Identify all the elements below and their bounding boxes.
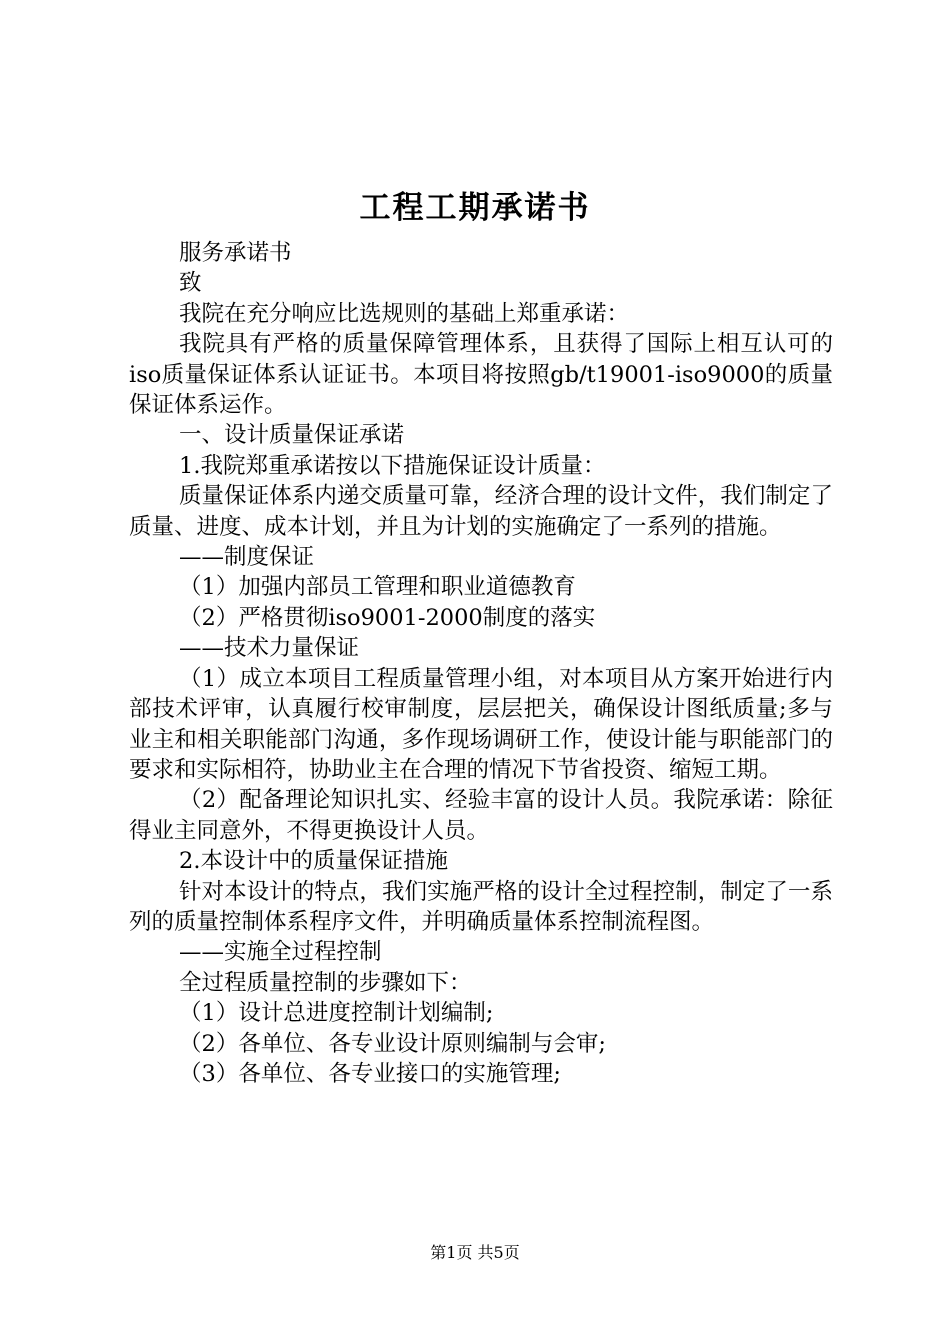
list-item: （1）成立本项目工程质量管理小组，对本项目从方案开始进行内部技术评审，认真履行校审制度，层层把关，确保设计图纸质量;多与业主和相关职能部门沟通，多作现场调研工作，使设计能与职能部门的要求和实际相符，协助业主在合理的情况下节省投资、缩短工期。 — [129, 665, 833, 783]
paragraph-heading-service: 服务承诺书 — [179, 240, 292, 266]
section-heading-1: 一、设计质量保证承诺 — [179, 422, 405, 449]
subsection-heading-2: 2.本设计中的质量保证措施 — [179, 848, 448, 875]
list-item: （2）严格贯彻iso9001-2000制度的落实 — [179, 604, 596, 631]
paragraph-to: 致 — [179, 270, 202, 297]
dash-heading-system: ——制度保证 — [179, 544, 315, 571]
paragraph-quality-measures: 质量保证体系内递交质量可靠，经济合理的设计文件，我们制定了质量、进度、成本计划，并且为计划的实施确定了一系列的措施。 — [129, 483, 833, 540]
dash-heading-technical: ——技术力量保证 — [179, 635, 360, 662]
list-item: （2）配备理论知识扎实、经验丰富的设计人员。我院承诺：除征得业主同意外，不得更换设计人员。 — [129, 787, 833, 844]
list-item: （3）各单位、各专业接口的实施管理; — [179, 1060, 561, 1087]
list-item: （1）设计总进度控制计划编制; — [179, 1000, 494, 1027]
paragraph-steps-intro: 全过程质量控制的步骤如下： — [179, 969, 472, 996]
page-footer: 第1页 共5页 — [430, 1243, 520, 1262]
list-item: （1）加强内部员工管理和职业道德教育 — [179, 574, 576, 601]
paragraph-quality-system: 我院具有严格的质量保障管理体系，且获得了国际上相互认可的iso质量保证体系认证证书。本项目将按照gb/t19001-iso9000的质量保证体系运作。 — [129, 331, 833, 419]
subsection-heading-1: 1.我院郑重承诺按以下措施保证设计质量： — [179, 452, 606, 479]
document-body — [129, 238, 833, 1089]
paragraph-design-control: 针对本设计的特点，我们实施严格的设计全过程控制，制定了一系列的质量控制体系程序文件，并明确质量体系控制流程图。 — [129, 878, 833, 935]
dash-heading-process: ——实施全过程控制 — [179, 939, 382, 966]
paragraph-intro: 我院在充分响应比选规则的基础上郑重承诺： — [179, 300, 630, 327]
document-title: 工程工期承诺书 — [359, 190, 591, 226]
list-item: （2）各单位、各专业设计原则编制与会审; — [179, 1030, 606, 1057]
